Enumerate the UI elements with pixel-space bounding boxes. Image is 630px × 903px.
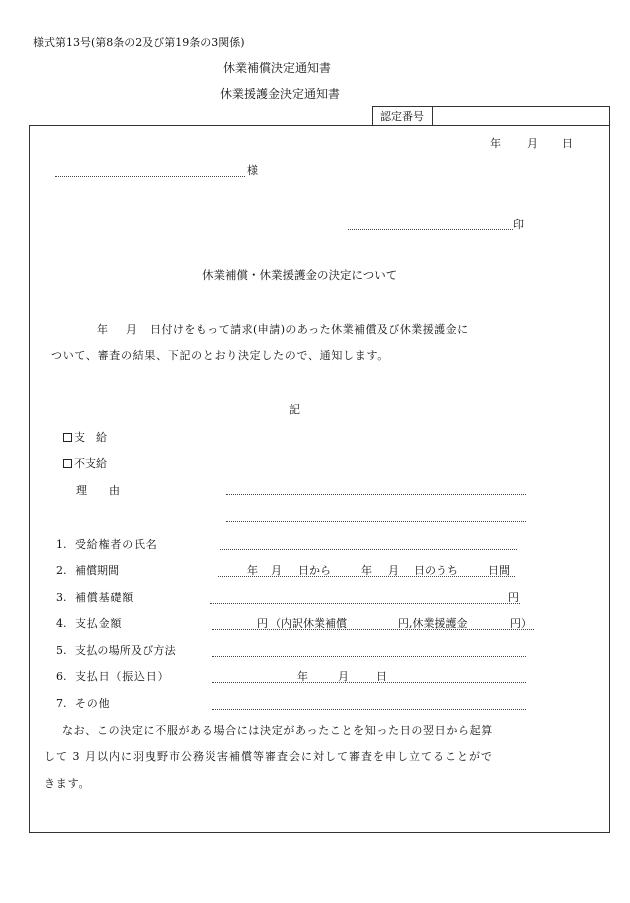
date-year: 年: [490, 137, 501, 150]
addressee-line[interactable]: [55, 176, 245, 177]
no-pay-option[interactable]: [63, 458, 107, 469]
body-month: 月: [126, 323, 137, 336]
item-2-label: 補償期間: [75, 564, 119, 577]
payment-date-field[interactable]: [212, 682, 526, 683]
body-year: 年: [97, 323, 108, 336]
reason-line-2[interactable]: [226, 521, 526, 522]
title-compensation: 休業補償決定通知書: [223, 61, 332, 75]
period-from: 日から: [298, 564, 331, 577]
payment-method-field[interactable]: [212, 656, 526, 657]
item-3-label: 補償基礎額: [75, 591, 134, 604]
other-field[interactable]: [212, 709, 526, 710]
ki-heading: 記: [289, 403, 300, 416]
item-6-number: 6.: [56, 670, 67, 683]
no-pay-checkbox[interactable]: [63, 459, 72, 468]
item-1-label: 受給権者の氏名: [75, 538, 158, 551]
amount-yen-relief: 円,休業援護金: [398, 617, 468, 630]
reason-line-1[interactable]: [226, 494, 526, 495]
period-year-1: 年: [247, 564, 258, 577]
notice-line-1: なお、この決定に不服がある場合には決定があったことを知った日の翌日から起算: [62, 724, 493, 737]
amount-breakdown-open: （内訳休業補償: [270, 617, 347, 630]
item-6-label: 支払日（振込日）: [75, 670, 170, 683]
item-4-number: 4.: [56, 617, 67, 630]
period-of: 日のうち: [414, 564, 458, 577]
period-month-2: 月: [388, 564, 399, 577]
pay-checkbox[interactable]: [63, 433, 72, 442]
pay-date-month: 月: [338, 670, 349, 683]
body-line1: 日付けをもって請求(申請)のあった休業補償及び休業援護金に: [150, 323, 469, 336]
seal-mark: 印: [513, 218, 524, 231]
cert-value-cell[interactable]: [432, 106, 610, 125]
sender-line[interactable]: [348, 229, 513, 230]
base-amount-field[interactable]: [210, 603, 520, 604]
item-3-number: 3.: [56, 591, 67, 604]
pay-date-year: 年: [297, 670, 308, 683]
recipient-name-field[interactable]: [220, 549, 517, 550]
subject: 休業補償・休業援護金の決定について: [202, 268, 398, 282]
notice-line-2: して 3 月以内に羽曳野市公務災害補償等審査会に対して審査を申し立てることがで: [44, 750, 493, 763]
amount-close: 円）: [510, 617, 532, 630]
item-2-number: 2.: [56, 564, 67, 577]
addressee-honorific: 様: [247, 164, 258, 177]
cert-label-cell: [372, 106, 433, 125]
item-5-label: 支払の場所及び方法: [75, 644, 176, 657]
base-amount-unit: 円: [508, 591, 519, 604]
item-4-label: 支払金額: [75, 617, 123, 630]
date-month: 月: [527, 137, 538, 150]
pay-option[interactable]: [63, 432, 107, 443]
pay-label: 支 給: [74, 431, 107, 444]
amount-yen: 円: [257, 617, 268, 630]
no-pay-label: 不支給: [74, 457, 107, 470]
body-line2: ついて、審査の結果、下記のとおり決定したので、通知します。: [51, 349, 389, 362]
form-number: 様式第13号(第8条の2及び第19条の3関係): [33, 36, 245, 49]
item-5-number: 5.: [56, 644, 67, 657]
notice-line-3: きます。: [44, 777, 91, 790]
period-month-1: 月: [271, 564, 282, 577]
item-7-label: その他: [75, 697, 111, 710]
date-day: 日: [562, 137, 573, 150]
item-7-number: 7.: [56, 697, 67, 710]
item-1-number: 1.: [56, 538, 67, 551]
reason-label: 理 由: [76, 484, 120, 497]
period-days: 日間: [488, 564, 510, 577]
pay-date-day: 日: [376, 670, 387, 683]
title-relief: 休業援護金決定通知書: [220, 87, 341, 101]
period-year-2: 年: [361, 564, 372, 577]
cert-label: 認定番号: [380, 110, 424, 123]
